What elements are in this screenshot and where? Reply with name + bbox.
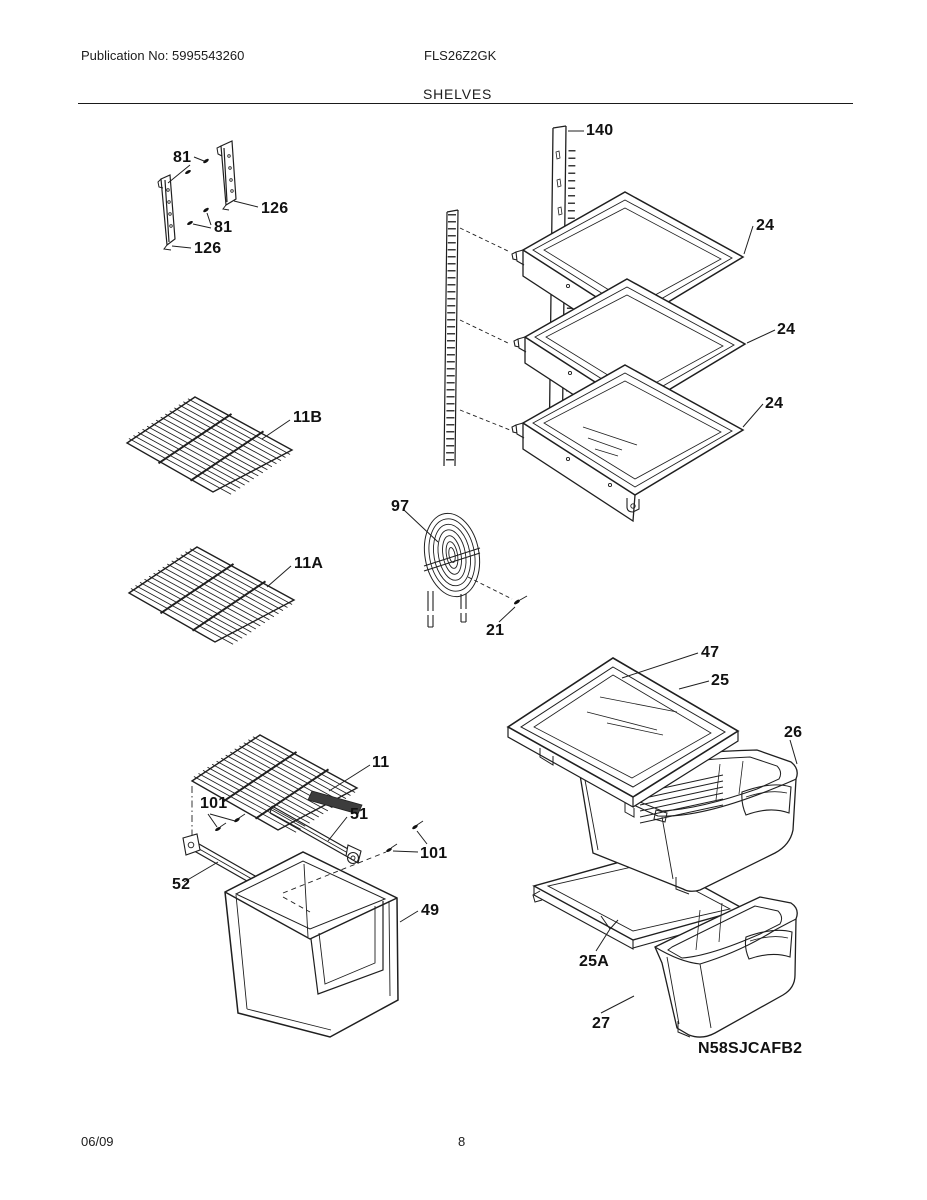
callout-25: 25 <box>711 672 730 689</box>
callout-81-top: 81 <box>173 149 192 166</box>
callout-101-left: 101 <box>200 795 228 812</box>
callout-126-bottom: 126 <box>194 240 222 257</box>
callout-126-right: 126 <box>261 200 289 217</box>
mounting-rail-left <box>444 210 458 466</box>
callout-52: 52 <box>172 876 191 893</box>
footer-page-number: 8 <box>458 1134 466 1149</box>
wire-shelf-11 <box>192 735 370 842</box>
wire-shelf-11B <box>127 397 292 494</box>
callout-24-bottom: 24 <box>765 395 784 412</box>
assembly-code: N58SJCAFB2 <box>698 1040 803 1057</box>
basket-49 <box>225 852 418 1037</box>
page-title: SHELVES <box>423 86 493 102</box>
callout-11B: 11B <box>293 409 323 426</box>
screws-101 <box>208 814 427 853</box>
callout-25A: 25A <box>579 953 609 970</box>
callout-81-lower: 81 <box>214 219 233 236</box>
coil-97 <box>404 509 512 627</box>
model-number: FLS26Z2GK <box>424 48 497 63</box>
callout-11: 11 <box>372 754 390 771</box>
callout-24-middle: 24 <box>777 321 796 338</box>
callout-140: 140 <box>586 122 614 139</box>
callout-97: 97 <box>391 498 410 515</box>
callout-26: 26 <box>784 724 803 741</box>
callout-27: 27 <box>592 1015 611 1032</box>
callout-101-right: 101 <box>420 845 448 862</box>
callout-49: 49 <box>421 902 440 919</box>
callout-21: 21 <box>486 622 505 639</box>
wire-shelf-11A <box>129 547 294 644</box>
screw-21 <box>499 596 527 622</box>
callout-51: 51 <box>350 806 369 823</box>
footer-date: 06/09 <box>81 1134 114 1149</box>
callout-11A: 11A <box>294 555 324 572</box>
glass-shelf-24-bottom <box>512 365 743 521</box>
publication-number: Publication No: 5995543260 <box>81 48 245 63</box>
callout-24-top: 24 <box>756 217 775 234</box>
callout-47: 47 <box>701 644 720 661</box>
